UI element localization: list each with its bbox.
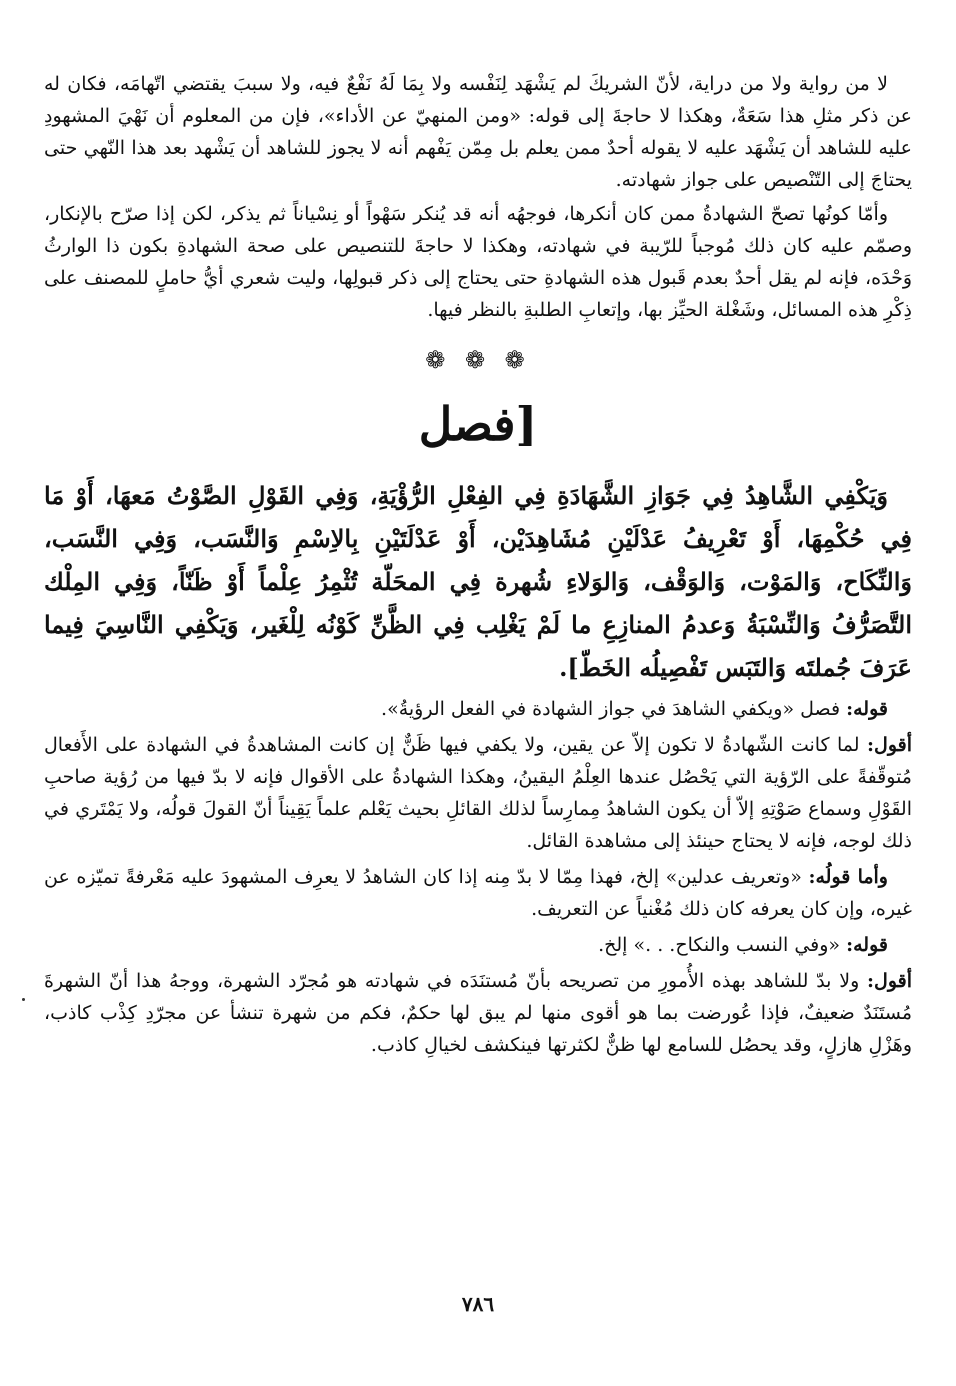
commentary-lead: أقول: <box>867 970 912 992</box>
commentary-text: «وفي النسب والنكاح. . .» إلخ. <box>598 934 847 956</box>
page-number: ٧٨٦ <box>461 1292 495 1316</box>
commentary-text: ولا بدّ للشاهد بهذه الأُمورِ من تصريحه بأنّ مُستنَدَه في شهادته هو مُجرّد الشهرة، ووجهُ هذا أنّ الشهرةَ مُستَنَدٌ ضعيفٌ، فإذا عُورضت بما هو أقوى منها لم يبق لها حكمٌ، فكم من شهرة تنشأ عن مجرّدِ كِذْب كاذب، وهَزْلِ هازلٍ، وقد يحصُل للسامع لها ظنٌّ لكثرتها فينكشف لخيالِ كاذب. <box>44 970 912 1056</box>
commentary-paragraph <box>44 965 912 1061</box>
commentary-paragraph <box>44 693 912 725</box>
section-separator: ❁ ❁ ❁ <box>425 346 531 374</box>
commentary-text: فصل «ويكفي الشاهدَ في جواز الشهادة في الفعل الرؤيةُ». <box>381 698 847 720</box>
margin-dot <box>22 998 25 1001</box>
section-heading: [فصل <box>418 397 538 451</box>
text-paragraph: لا من رواية ولا من دراية، لأنّ الشريكَ لم يَشْهَد لِنَفْسه ولا بِمَا لَهُ نَفْعٌ فيه، ولا سببَ يقتضي اتّهامَه، فكان له عن ذكر مثلِ هذا سَعَةٌ، وهكذا لا حاجةَ إلى قوله: «ومن المنهيّ عن الأداء»، فإن من المعلوم أن نَهْيَ المشهودِ عليه للشاهد أن يَشْهَد عليه لا يقوله أحدٌ ممن يعلم بل مِمّن يَفْهم أنه لا يجوز للشاهد أن يَشْهد بعد هذا النّهي حتى يحتاجَ إلى التّنْصيص على جواز شهادته. <box>44 73 912 191</box>
commentary-lead: قوله: <box>846 698 888 720</box>
commentary-lead: قوله: <box>846 934 888 956</box>
matn-text: وَيَكْفِي الشَّاهِدُ فِي جَوَازِ الشَّهَادَةِ فِي الفِعْلِ الرُّؤْيَةِ، وَفِي القَوْلِ الصَّوْتُ مَعهَا، أَوْ مَا فِي حُكْمِهَا، أَوْ تَعْرِيفُ عَدْلَيْنِ مُشَاهِدَيْن، أَوْ عَدْلَتَيْنِ بِالاِسْمِ وَالنَّسَب، وَفِي النَّسَب، وَالنِّكَاح، وَالمَوْت، وَالوَقْف، وَالوَلاءِ شُهرة فِي المحَلّة تُثْمِرُ عِلْماً أَوْ ظَنّاً، وَفِي المِلْك التَّصَرُّفُ وَالنِّسْبَةُ وَعدمُ المنازِعِ ما لَمْ يَغْلِب فِي الظَّنِّ كَوْنُه لِلْغَير، وَيَكْفِي النَّاسِيَ فِيما عَرَفَ جُملتَه وَالتَبَس تَفْصِيلُه الخَطّ]. <box>44 481 912 682</box>
commentary-paragraph <box>44 729 912 857</box>
commentary-paragraph <box>44 861 912 925</box>
commentary-lead: وأما قولُه: <box>808 866 888 888</box>
commentary-text: لما كانت الشّهادةُ لا تكون إلاّ عن يقين، ولا يكفي فيها ظَنٌّ إن كانت المشاهدةُ في الشهادة على الأَفعال مُتوقّفةً على الرّؤية التي يَحْصُل عندها العِلْمُ اليقينُ، وهكذا الشهادةُ على الأقوال فإنه لا بدّ فيها من رُؤية صاحبِ القَوْلِ وسماع صَوْتِهِ إلاّ أن يكون الشاهدُ مِمارِساً لذلك القائلِ بحيث يَعْلم علماً يَقِيناً أنّ القولَ قولُه، ولا يَمْتَري في ذلك لوجه، فإنه لا يحتاج حينئذ إلى مشاهدة القائل. <box>44 734 912 852</box>
commentary-text: «وتعريف عدلين» إلخ، فهذا مِمّا لا بدّ مِنه إذا كان الشاهدُ لا يعرِف المشهودَ عليه مَعْرفةً تميّزه عن غيره، وإن كان يعرفه كان ذلك مُغْنياً عن التعريف. <box>44 866 912 920</box>
commentary-lead: أقول: <box>867 734 912 756</box>
text-paragraph: وأمّا كونُها تصحّ الشهادةُ ممن كان أنكرها، فوجهُه أنه قد يُنكر سَهْواً أو نِسْياناً ثم يذكر، لكن إذا صرّح بالإنكار، وصمّم عليه كان ذلك مُوجباً للرّيبة في شهادته، وهكذا لا حاجةَ للتنصيص على صحة الشهادةِ بكون ذا الوارثُ وَحْدَه، فإنه لم يقل أحدٌ بعدم قَبول هذه الشهادةِ حتى يحتاج إلى ذكر قبولِها، وليت شعري أيُّ حاملٍ للمصنف على ذِكْرِ هذه المسائل، وشَغْلة الحيِّز بها، وإتعابِ الطلبةِ بالنظر فيها. <box>44 203 912 321</box>
commentary-paragraph <box>44 929 912 961</box>
